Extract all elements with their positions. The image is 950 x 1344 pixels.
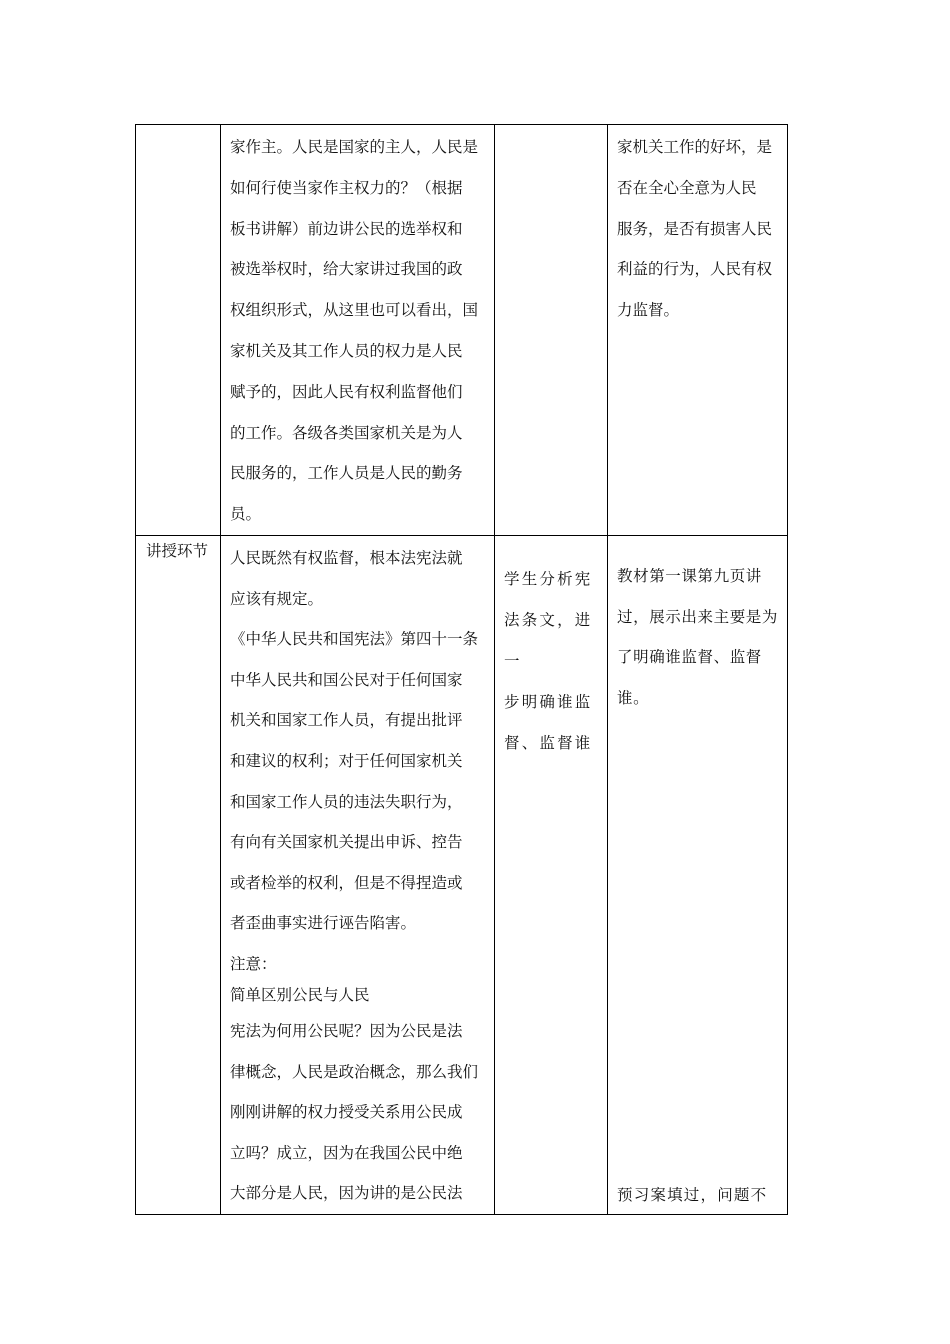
stage-cell bbox=[136, 125, 221, 536]
activity-cell bbox=[495, 535, 608, 1214]
activity-text bbox=[495, 125, 607, 148]
note-bottom-text: 预习案填过，问题不 bbox=[617, 1186, 768, 1204]
activity-cell bbox=[495, 125, 608, 536]
attention-note-text: 注意： 简单区别公民与人民 bbox=[230, 954, 370, 1004]
table-row bbox=[136, 535, 788, 1214]
note-cell bbox=[608, 535, 788, 1214]
lesson-plan-table bbox=[135, 124, 788, 1215]
table-row bbox=[136, 125, 788, 536]
note-text: 教材第一课第九页讲 过，展示出来主要是为 了明确谁监督、监督 谁。 bbox=[617, 566, 779, 707]
content-cell bbox=[221, 125, 495, 536]
stage-label: 讲授环节 bbox=[146, 541, 209, 560]
activity-text: 学生分析宪 法条文，进一 步明确谁监 督、监督谁 bbox=[504, 569, 593, 752]
content-text: 家作主。人民是国家的主人，人民是 如何行使当家作主权力的？（根据 板书讲解）前边讲公民的选举权和 被选举权时，给大家讲过我国的政 权组织形式，从这里也可以看出，国 家机关及其工作人员的权力是人民 赋予的，因此人民有权利监督他们 的工作。各级各类国家机关是为人 民服务的，工作人员是人民的勤务 员。 bbox=[230, 138, 479, 524]
content-cell bbox=[221, 535, 495, 1214]
stage-cell bbox=[136, 535, 221, 1214]
note-cell bbox=[608, 125, 788, 536]
constitution-article-text: 《中华人民共和国宪法》第四十一条 中华人民共和国公民对于任何国家 机关和国家工作人员，有提出批评 和建议的权利；对于任何国家机关 和国家工作人员的违法失职行为， 有向有关国家机关提出申诉、控告 或者检举的权利，但是不得捏造或 者歪曲事实进行诬告陷害。 bbox=[230, 630, 479, 933]
stage-label bbox=[136, 125, 220, 128]
content-intro-text: 人民既然有权监督，根本法宪法就 应该有规定。 bbox=[230, 548, 463, 608]
citizen-people-text: 宪法为何用公民呢？因为公民是法 律概念，人民是政治概念，那么我们 刚刚讲解的权力授受关系用公民成 立吗？成立，因为在我国公民中绝 大部分是人民，因为讲的是公民法 bbox=[230, 1021, 479, 1203]
note-text: 家机关工作的好坏，是 否在全心全意为人民 服务，是否有损害人民 利益的行为，人民有权 力监督。 bbox=[617, 138, 773, 320]
